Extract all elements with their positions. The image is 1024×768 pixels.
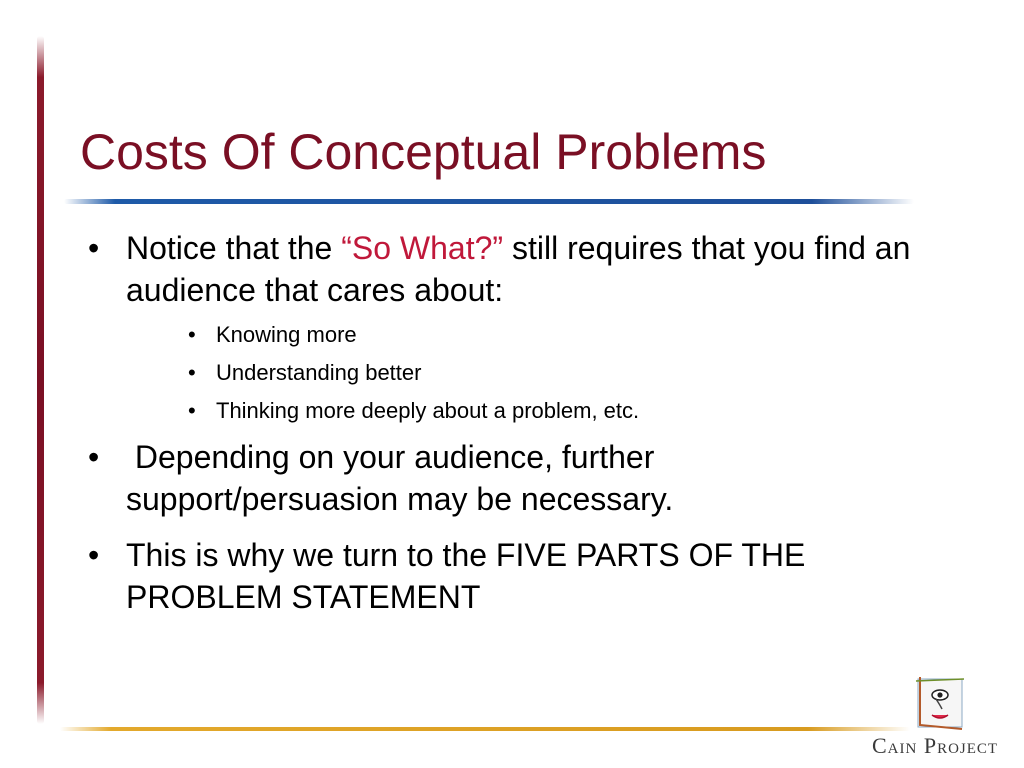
slide-title: Costs Of Conceptual Problems — [80, 124, 767, 180]
sub-bullet-text: Knowing more — [216, 322, 357, 347]
bullet-text-part: Notice that the — [126, 230, 342, 266]
bullet-text: Depending on your audience, further support/persuasion may be necessary. — [126, 439, 674, 517]
bullet-item — [88, 436, 918, 520]
sub-bullet-item — [188, 358, 421, 388]
bullet-text: This is why we turn to the FIVE PARTS OF THE PROBLEM STATEMENT — [126, 537, 806, 615]
bullet-marker: • — [88, 537, 100, 573]
cain-project-face-logo-icon — [912, 675, 968, 731]
sub-bullet-marker: • — [188, 360, 196, 385]
left-decorative-rule — [37, 36, 44, 724]
sub-bullet-marker: • — [188, 322, 196, 347]
sub-bullet-text: Understanding better — [216, 360, 422, 385]
bullet-item — [88, 227, 918, 311]
footer-decorative-rule — [60, 727, 910, 731]
bullet-item — [88, 534, 918, 618]
sub-bullet-item — [188, 320, 357, 350]
cain-project-logo-text: Cain Project — [872, 733, 999, 758]
sub-bullet-item — [188, 396, 639, 426]
bullet-highlight: “So What?” — [341, 230, 504, 266]
bullet-text — [126, 227, 918, 311]
sub-bullet-marker: • — [188, 398, 196, 423]
title-underline-rule — [64, 199, 914, 204]
bullet-text-part: still requires that you find an audience that cares about: — [126, 230, 911, 308]
bullet-marker: • — [88, 230, 100, 266]
sub-bullet-text: Thinking more deeply about a problem, etc. — [216, 398, 640, 423]
logo-frame — [918, 679, 962, 727]
bullet-marker: • — [88, 439, 100, 475]
logo-pupil — [937, 692, 942, 697]
